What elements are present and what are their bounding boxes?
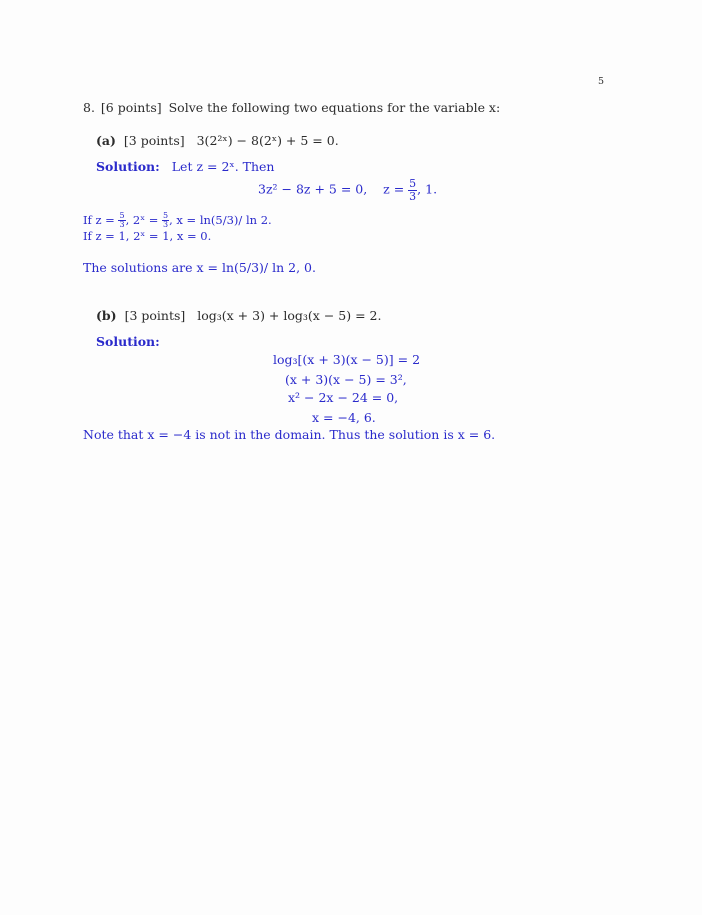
part-b-note: Note that x = −4 is not in the domain. Thus the solution is x = 6. xyxy=(83,427,496,442)
part-a-points: [3 points] xyxy=(123,133,185,148)
problem-number: 8. xyxy=(83,100,95,115)
part-b-step-3: x² − 2x − 24 = 0, xyxy=(288,390,399,405)
frac-denominator: 3 xyxy=(409,189,417,203)
part-a-solution-intro xyxy=(96,159,274,174)
frac-numerator: 5 xyxy=(409,177,417,190)
part-b-step-4: x = −4, 6. xyxy=(312,410,376,425)
part-a-conclusion: The solutions are x = ln(5/3)/ ln 2, 0. xyxy=(83,260,316,275)
fraction-five-thirds xyxy=(408,178,417,202)
case1-frac-1 xyxy=(118,212,125,230)
part-a-solution-label: Solution: xyxy=(96,159,160,174)
display-eq-mid: z = xyxy=(383,181,405,197)
case1-tail: , x = ln(5/3)/ ln 2. xyxy=(169,212,272,227)
part-a-case-2: If z = 1, 2ˣ = 1, x = 0. xyxy=(83,229,212,243)
frac-denominator: 3 xyxy=(119,220,125,230)
problem-statement xyxy=(83,100,500,115)
part-b-equation: log₃(x + 3) + log₃(x − 5) = 2. xyxy=(197,308,382,323)
part-a-statement xyxy=(96,133,339,148)
part-a-solution-text: Let z = 2ˣ. Then xyxy=(171,159,275,174)
problem-points: [6 points] xyxy=(100,100,162,115)
frac-numerator: 5 xyxy=(119,211,125,220)
part-b-solution-intro xyxy=(96,334,168,349)
part-a-equation: 3(2²ˣ) − 8(2ˣ) + 5 = 0. xyxy=(196,133,339,148)
page-number: 5 xyxy=(598,76,605,87)
case1-mid: , 2ˣ = xyxy=(125,212,159,227)
display-eq-left: 3z² − 8z + 5 = 0, xyxy=(258,181,368,197)
part-a-case-1 xyxy=(83,212,272,230)
frac-numerator: 5 xyxy=(163,211,169,220)
case1-prefix: If z = xyxy=(83,212,115,227)
display-eq-tail: , 1. xyxy=(417,181,438,197)
part-b-label: (b) xyxy=(96,308,117,323)
part-b-solution-label: Solution: xyxy=(96,334,160,349)
part-b-step-2: (x + 3)(x − 5) = 3², xyxy=(285,372,407,387)
part-a-label: (a) xyxy=(96,133,116,148)
part-b-step-1: log₃[(x + 3)(x − 5)] = 2 xyxy=(273,352,421,367)
frac-denominator: 3 xyxy=(163,220,169,230)
part-b-points: [3 points] xyxy=(124,308,186,323)
part-b-statement xyxy=(96,308,381,323)
part-a-display-equation xyxy=(258,178,437,202)
problem-prompt: Solve the following two equations for the variable x: xyxy=(168,100,501,115)
